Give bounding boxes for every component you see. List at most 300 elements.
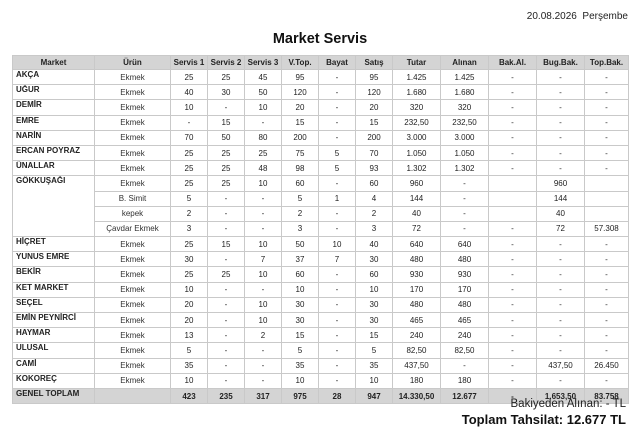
value-cell: 57.308 — [585, 221, 629, 236]
product-cell: Ekmek — [95, 100, 171, 115]
value-cell: - — [319, 267, 356, 282]
value-cell: - — [441, 191, 489, 206]
value-cell: - — [319, 343, 356, 358]
value-cell: 13 — [171, 328, 208, 343]
total-cell: 14.330,50 — [393, 388, 441, 403]
value-cell: 232,50 — [393, 115, 441, 130]
header-row — [13, 56, 629, 70]
value-cell: - — [208, 343, 245, 358]
value-cell: 1.425 — [441, 70, 489, 85]
value-cell: 4 — [356, 191, 393, 206]
value-cell: - — [489, 130, 537, 145]
value-cell: 30 — [282, 297, 319, 312]
product-cell: Ekmek — [95, 313, 171, 328]
value-cell: - — [245, 373, 282, 388]
value-cell: - — [585, 297, 629, 312]
product-cell: Ekmek — [95, 328, 171, 343]
value-cell: 930 — [393, 267, 441, 282]
total-cell: 317 — [245, 388, 282, 403]
value-cell: 25 — [171, 70, 208, 85]
table-row — [13, 191, 629, 206]
market-name-cell: SEÇEL — [13, 297, 95, 312]
value-cell: 10 — [245, 267, 282, 282]
total-cell: - — [489, 388, 537, 403]
market-name-cell: GÖKKUŞAĞI — [13, 176, 95, 237]
value-cell: 1.680 — [441, 85, 489, 100]
market-name-cell: NARİN — [13, 130, 95, 145]
value-cell: 1.302 — [393, 161, 441, 176]
value-cell: - — [585, 85, 629, 100]
value-cell: - — [208, 100, 245, 115]
product-cell: Ekmek — [95, 297, 171, 312]
value-cell: 20 — [356, 100, 393, 115]
value-cell: - — [319, 206, 356, 221]
value-cell: - — [208, 297, 245, 312]
value-cell: - — [319, 282, 356, 297]
market-service-table — [12, 55, 629, 404]
market-name-cell: HİÇRET — [13, 237, 95, 252]
value-cell: 960 — [537, 176, 585, 191]
value-cell: 30 — [356, 252, 393, 267]
market-name-cell: ÜNALLAR — [13, 161, 95, 176]
value-cell: 48 — [245, 161, 282, 176]
value-cell: 1.050 — [441, 145, 489, 160]
value-cell: - — [489, 100, 537, 115]
value-cell: 240 — [393, 328, 441, 343]
value-cell: 70 — [171, 130, 208, 145]
value-cell: 2 — [245, 328, 282, 343]
value-cell: 10 — [171, 373, 208, 388]
value-cell: - — [208, 358, 245, 373]
total-cell: 28 — [319, 388, 356, 403]
value-cell: 10 — [245, 313, 282, 328]
value-cell: 3 — [171, 221, 208, 236]
col-header-bug-bak: Bug.Bak. — [537, 56, 585, 70]
value-cell: 35 — [356, 358, 393, 373]
date-value: 20.08.2026 — [526, 11, 577, 22]
value-cell: 95 — [282, 70, 319, 85]
value-cell: - — [537, 85, 585, 100]
product-cell: Ekmek — [95, 343, 171, 358]
col-header-servis-1: Servis 1 — [171, 56, 208, 70]
market-name-cell: CAMİ — [13, 358, 95, 373]
value-cell — [585, 176, 629, 191]
value-cell: - — [441, 358, 489, 373]
table-body — [13, 70, 629, 389]
value-cell: 82,50 — [441, 343, 489, 358]
value-cell: - — [585, 100, 629, 115]
value-cell: - — [319, 297, 356, 312]
value-cell: 320 — [441, 100, 489, 115]
value-cell: 72 — [393, 221, 441, 236]
value-cell: - — [489, 115, 537, 130]
value-cell: 25 — [208, 161, 245, 176]
total-cell: 235 — [208, 388, 245, 403]
value-cell: - — [489, 297, 537, 312]
value-cell: 37 — [282, 252, 319, 267]
value-cell: - — [319, 115, 356, 130]
toplam-tahsilat-label: Toplam Tahsilat: 12.677 TL — [461, 412, 626, 427]
value-cell: - — [585, 252, 629, 267]
value-cell: 200 — [356, 130, 393, 145]
value-cell: - — [245, 343, 282, 358]
value-cell: 1.425 — [393, 70, 441, 85]
value-cell: 93 — [356, 161, 393, 176]
value-cell: 95 — [356, 70, 393, 85]
value-cell: 3 — [356, 221, 393, 236]
value-cell: - — [537, 297, 585, 312]
value-cell: 60 — [356, 176, 393, 191]
value-cell: - — [208, 373, 245, 388]
table-row — [13, 206, 629, 221]
market-name-cell: YUNUS EMRE — [13, 252, 95, 267]
value-cell: 82,50 — [393, 343, 441, 358]
table-row — [13, 252, 629, 267]
value-cell: - — [489, 85, 537, 100]
value-cell: 25 — [208, 176, 245, 191]
value-cell: - — [441, 221, 489, 236]
value-cell: - — [245, 282, 282, 297]
col-header-bayat: Bayat — [319, 56, 356, 70]
market-name-cell: ERCAN POYRAZ — [13, 145, 95, 160]
value-cell: - — [585, 373, 629, 388]
value-cell: 7 — [319, 252, 356, 267]
value-cell: - — [319, 328, 356, 343]
value-cell: 1.302 — [441, 161, 489, 176]
value-cell: 15 — [208, 115, 245, 130]
table-row — [13, 85, 629, 100]
value-cell: 50 — [208, 130, 245, 145]
market-name-cell: AKÇA — [13, 70, 95, 85]
value-cell: 10 — [245, 297, 282, 312]
value-cell: - — [537, 282, 585, 297]
value-cell: 144 — [393, 191, 441, 206]
value-cell: 437,50 — [537, 358, 585, 373]
value-cell: 3.000 — [441, 130, 489, 145]
value-cell: 5 — [171, 191, 208, 206]
value-cell: 480 — [441, 252, 489, 267]
value-cell: - — [441, 206, 489, 221]
value-cell: - — [585, 115, 629, 130]
page-title: Market Servis — [272, 31, 368, 47]
value-cell: 930 — [441, 267, 489, 282]
value-cell: 25 — [171, 267, 208, 282]
value-cell: 5 — [356, 343, 393, 358]
value-cell: 25 — [171, 176, 208, 191]
value-cell: 3 — [282, 221, 319, 236]
value-cell: - — [585, 267, 629, 282]
value-cell: - — [319, 176, 356, 191]
value-cell: 25 — [171, 161, 208, 176]
product-cell: Ekmek — [95, 252, 171, 267]
value-cell: 25 — [208, 70, 245, 85]
value-cell: - — [489, 221, 537, 236]
value-cell: 640 — [441, 237, 489, 252]
value-cell: 80 — [245, 130, 282, 145]
value-cell — [489, 206, 537, 221]
total-cell: 12.677 — [441, 388, 489, 403]
value-cell: - — [319, 373, 356, 388]
market-name-cell: EMİN PEYNİRCİ — [13, 313, 95, 328]
total-cell: 975 — [282, 388, 319, 403]
value-cell: 50 — [282, 237, 319, 252]
col-header-v-top: V.Top. — [282, 56, 319, 70]
value-cell: - — [319, 221, 356, 236]
col-header-urun: Ürün — [95, 56, 171, 70]
value-cell: 25 — [245, 145, 282, 160]
value-cell: 70 — [356, 145, 393, 160]
col-header-satis: Satış — [356, 56, 393, 70]
total-cell: 1.653,50 — [537, 388, 585, 403]
value-cell: - — [319, 358, 356, 373]
value-cell: - — [537, 267, 585, 282]
table-row — [13, 282, 629, 297]
value-cell: - — [537, 115, 585, 130]
value-cell — [489, 191, 537, 206]
market-name-cell: BEKİR — [13, 267, 95, 282]
value-cell: - — [537, 237, 585, 252]
value-cell: - — [245, 115, 282, 130]
value-cell: - — [245, 191, 282, 206]
value-cell: - — [585, 70, 629, 85]
value-cell: 2 — [356, 206, 393, 221]
col-header-market: Market — [13, 56, 95, 70]
value-cell: - — [245, 221, 282, 236]
value-cell: 5 — [282, 343, 319, 358]
value-cell: - — [585, 282, 629, 297]
value-cell: - — [319, 130, 356, 145]
market-name-cell: HAYMAR — [13, 328, 95, 343]
value-cell: 480 — [393, 297, 441, 312]
value-cell: 20 — [282, 100, 319, 115]
value-cell: 15 — [356, 328, 393, 343]
value-cell — [585, 206, 629, 221]
value-cell: - — [585, 328, 629, 343]
value-cell: 35 — [282, 358, 319, 373]
value-cell: 26.450 — [585, 358, 629, 373]
value-cell: 30 — [208, 85, 245, 100]
total-cell: 947 — [356, 388, 393, 403]
value-cell: 35 — [171, 358, 208, 373]
value-cell: 180 — [441, 373, 489, 388]
value-cell: 480 — [441, 297, 489, 312]
value-cell: 50 — [245, 85, 282, 100]
value-cell: 20 — [171, 313, 208, 328]
value-cell: 170 — [393, 282, 441, 297]
value-cell: - — [208, 191, 245, 206]
value-cell: - — [585, 313, 629, 328]
value-cell: 1.050 — [393, 145, 441, 160]
value-cell: 10 — [245, 100, 282, 115]
total-cell: 423 — [171, 388, 208, 403]
product-cell: Ekmek — [95, 145, 171, 160]
value-cell: 25 — [171, 237, 208, 252]
value-cell: - — [489, 145, 537, 160]
value-cell: 15 — [356, 115, 393, 130]
market-name-cell: EMRE — [13, 115, 95, 130]
value-cell: - — [208, 221, 245, 236]
value-cell: 1 — [319, 191, 356, 206]
market-name-cell: ULUSAL — [13, 343, 95, 358]
product-cell: Çavdar Ekmek — [95, 221, 171, 236]
value-cell: - — [489, 252, 537, 267]
value-cell: 40 — [537, 206, 585, 221]
value-cell: 25 — [171, 145, 208, 160]
table-row — [13, 176, 629, 191]
value-cell: 320 — [393, 100, 441, 115]
value-cell: - — [585, 161, 629, 176]
value-cell: 200 — [282, 130, 319, 145]
value-cell: 5 — [171, 343, 208, 358]
value-cell — [489, 176, 537, 191]
value-cell: - — [245, 206, 282, 221]
value-cell: - — [489, 237, 537, 252]
value-cell: - — [489, 313, 537, 328]
value-cell: 3.000 — [393, 130, 441, 145]
value-cell: - — [537, 100, 585, 115]
value-cell: - — [208, 328, 245, 343]
value-cell: 465 — [441, 313, 489, 328]
value-cell: - — [319, 313, 356, 328]
value-cell: 640 — [393, 237, 441, 252]
value-cell: - — [245, 358, 282, 373]
col-header-alinan: Alınan — [441, 56, 489, 70]
market-name-cell: KOKOREÇ — [13, 373, 95, 388]
value-cell: 144 — [537, 191, 585, 206]
value-cell: 98 — [282, 161, 319, 176]
value-cell: 1.680 — [393, 85, 441, 100]
table-row — [13, 328, 629, 343]
weekday-value: Perşembe — [582, 11, 628, 22]
summary-block — [462, 398, 626, 427]
product-cell: Ekmek — [95, 70, 171, 85]
value-cell: 75 — [282, 145, 319, 160]
value-cell: 240 — [441, 328, 489, 343]
value-cell: - — [319, 85, 356, 100]
value-cell: 40 — [356, 237, 393, 252]
table-row — [13, 100, 629, 115]
value-cell: - — [537, 373, 585, 388]
value-cell: 180 — [393, 373, 441, 388]
table-row — [13, 130, 629, 145]
value-cell: 5 — [319, 145, 356, 160]
value-cell: - — [208, 252, 245, 267]
table-row — [13, 267, 629, 282]
value-cell: 30 — [171, 252, 208, 267]
value-cell: - — [585, 237, 629, 252]
value-cell: 480 — [393, 252, 441, 267]
product-cell: Ekmek — [95, 115, 171, 130]
value-cell: - — [537, 252, 585, 267]
value-cell: - — [537, 161, 585, 176]
value-cell: 7 — [245, 252, 282, 267]
product-cell: Ekmek — [95, 130, 171, 145]
value-cell: 5 — [282, 191, 319, 206]
value-cell: 10 — [319, 237, 356, 252]
product-cell: Ekmek — [95, 161, 171, 176]
product-cell: Ekmek — [95, 267, 171, 282]
value-cell: - — [537, 70, 585, 85]
value-cell: 10 — [245, 237, 282, 252]
value-cell: - — [537, 343, 585, 358]
value-cell: - — [171, 115, 208, 130]
value-cell: 10 — [356, 373, 393, 388]
value-cell: 15 — [208, 237, 245, 252]
value-cell: 10 — [171, 100, 208, 115]
value-cell: 5 — [319, 161, 356, 176]
value-cell: 10 — [171, 282, 208, 297]
col-header-servis-2: Servis 2 — [208, 56, 245, 70]
market-name-cell: UĞUR — [13, 85, 95, 100]
value-cell: 2 — [171, 206, 208, 221]
value-cell: - — [537, 313, 585, 328]
value-cell: - — [585, 145, 629, 160]
product-cell: B. Simit — [95, 191, 171, 206]
value-cell — [585, 191, 629, 206]
value-cell: - — [489, 282, 537, 297]
value-cell: - — [489, 267, 537, 282]
market-name-cell: DEMİR — [13, 100, 95, 115]
total-cell — [95, 388, 171, 403]
col-header-top-bak: Top.Bak. — [585, 56, 629, 70]
value-cell: 60 — [356, 267, 393, 282]
total-label: GENEL TOPLAM — [13, 388, 95, 403]
value-cell: - — [489, 358, 537, 373]
product-cell: Ekmek — [95, 282, 171, 297]
value-cell: 15 — [282, 328, 319, 343]
col-header-servis-3: Servis 3 — [245, 56, 282, 70]
value-cell: 10 — [282, 282, 319, 297]
table-row — [13, 221, 629, 236]
value-cell: 15 — [282, 115, 319, 130]
market-name-cell: KET MARKET — [13, 282, 95, 297]
value-cell: - — [319, 70, 356, 85]
value-cell: - — [208, 282, 245, 297]
value-cell: - — [489, 328, 537, 343]
value-cell: 30 — [356, 297, 393, 312]
value-cell: - — [441, 176, 489, 191]
total-cell: 83.758 — [585, 388, 629, 403]
value-cell: 25 — [208, 145, 245, 160]
value-cell: - — [489, 373, 537, 388]
value-cell: 60 — [282, 267, 319, 282]
table-row — [13, 237, 629, 252]
value-cell: 45 — [245, 70, 282, 85]
value-cell: 120 — [356, 85, 393, 100]
product-cell: Ekmek — [95, 237, 171, 252]
table-row — [13, 297, 629, 312]
value-cell: 40 — [393, 206, 441, 221]
product-cell: Ekmek — [95, 358, 171, 373]
table-row — [13, 115, 629, 130]
table-row — [13, 313, 629, 328]
product-cell: kepek — [95, 206, 171, 221]
table-row — [13, 161, 629, 176]
value-cell: 2 — [282, 206, 319, 221]
value-cell: 25 — [208, 267, 245, 282]
col-header-bak-al: Bak.Al. — [489, 56, 537, 70]
product-cell: Ekmek — [95, 85, 171, 100]
value-cell: 10 — [245, 176, 282, 191]
value-cell: 960 — [393, 176, 441, 191]
value-cell: 20 — [171, 297, 208, 312]
value-cell: - — [537, 328, 585, 343]
value-cell: - — [537, 145, 585, 160]
value-cell: - — [537, 130, 585, 145]
value-cell: - — [585, 343, 629, 358]
value-cell: 10 — [356, 282, 393, 297]
value-cell: 232,50 — [441, 115, 489, 130]
